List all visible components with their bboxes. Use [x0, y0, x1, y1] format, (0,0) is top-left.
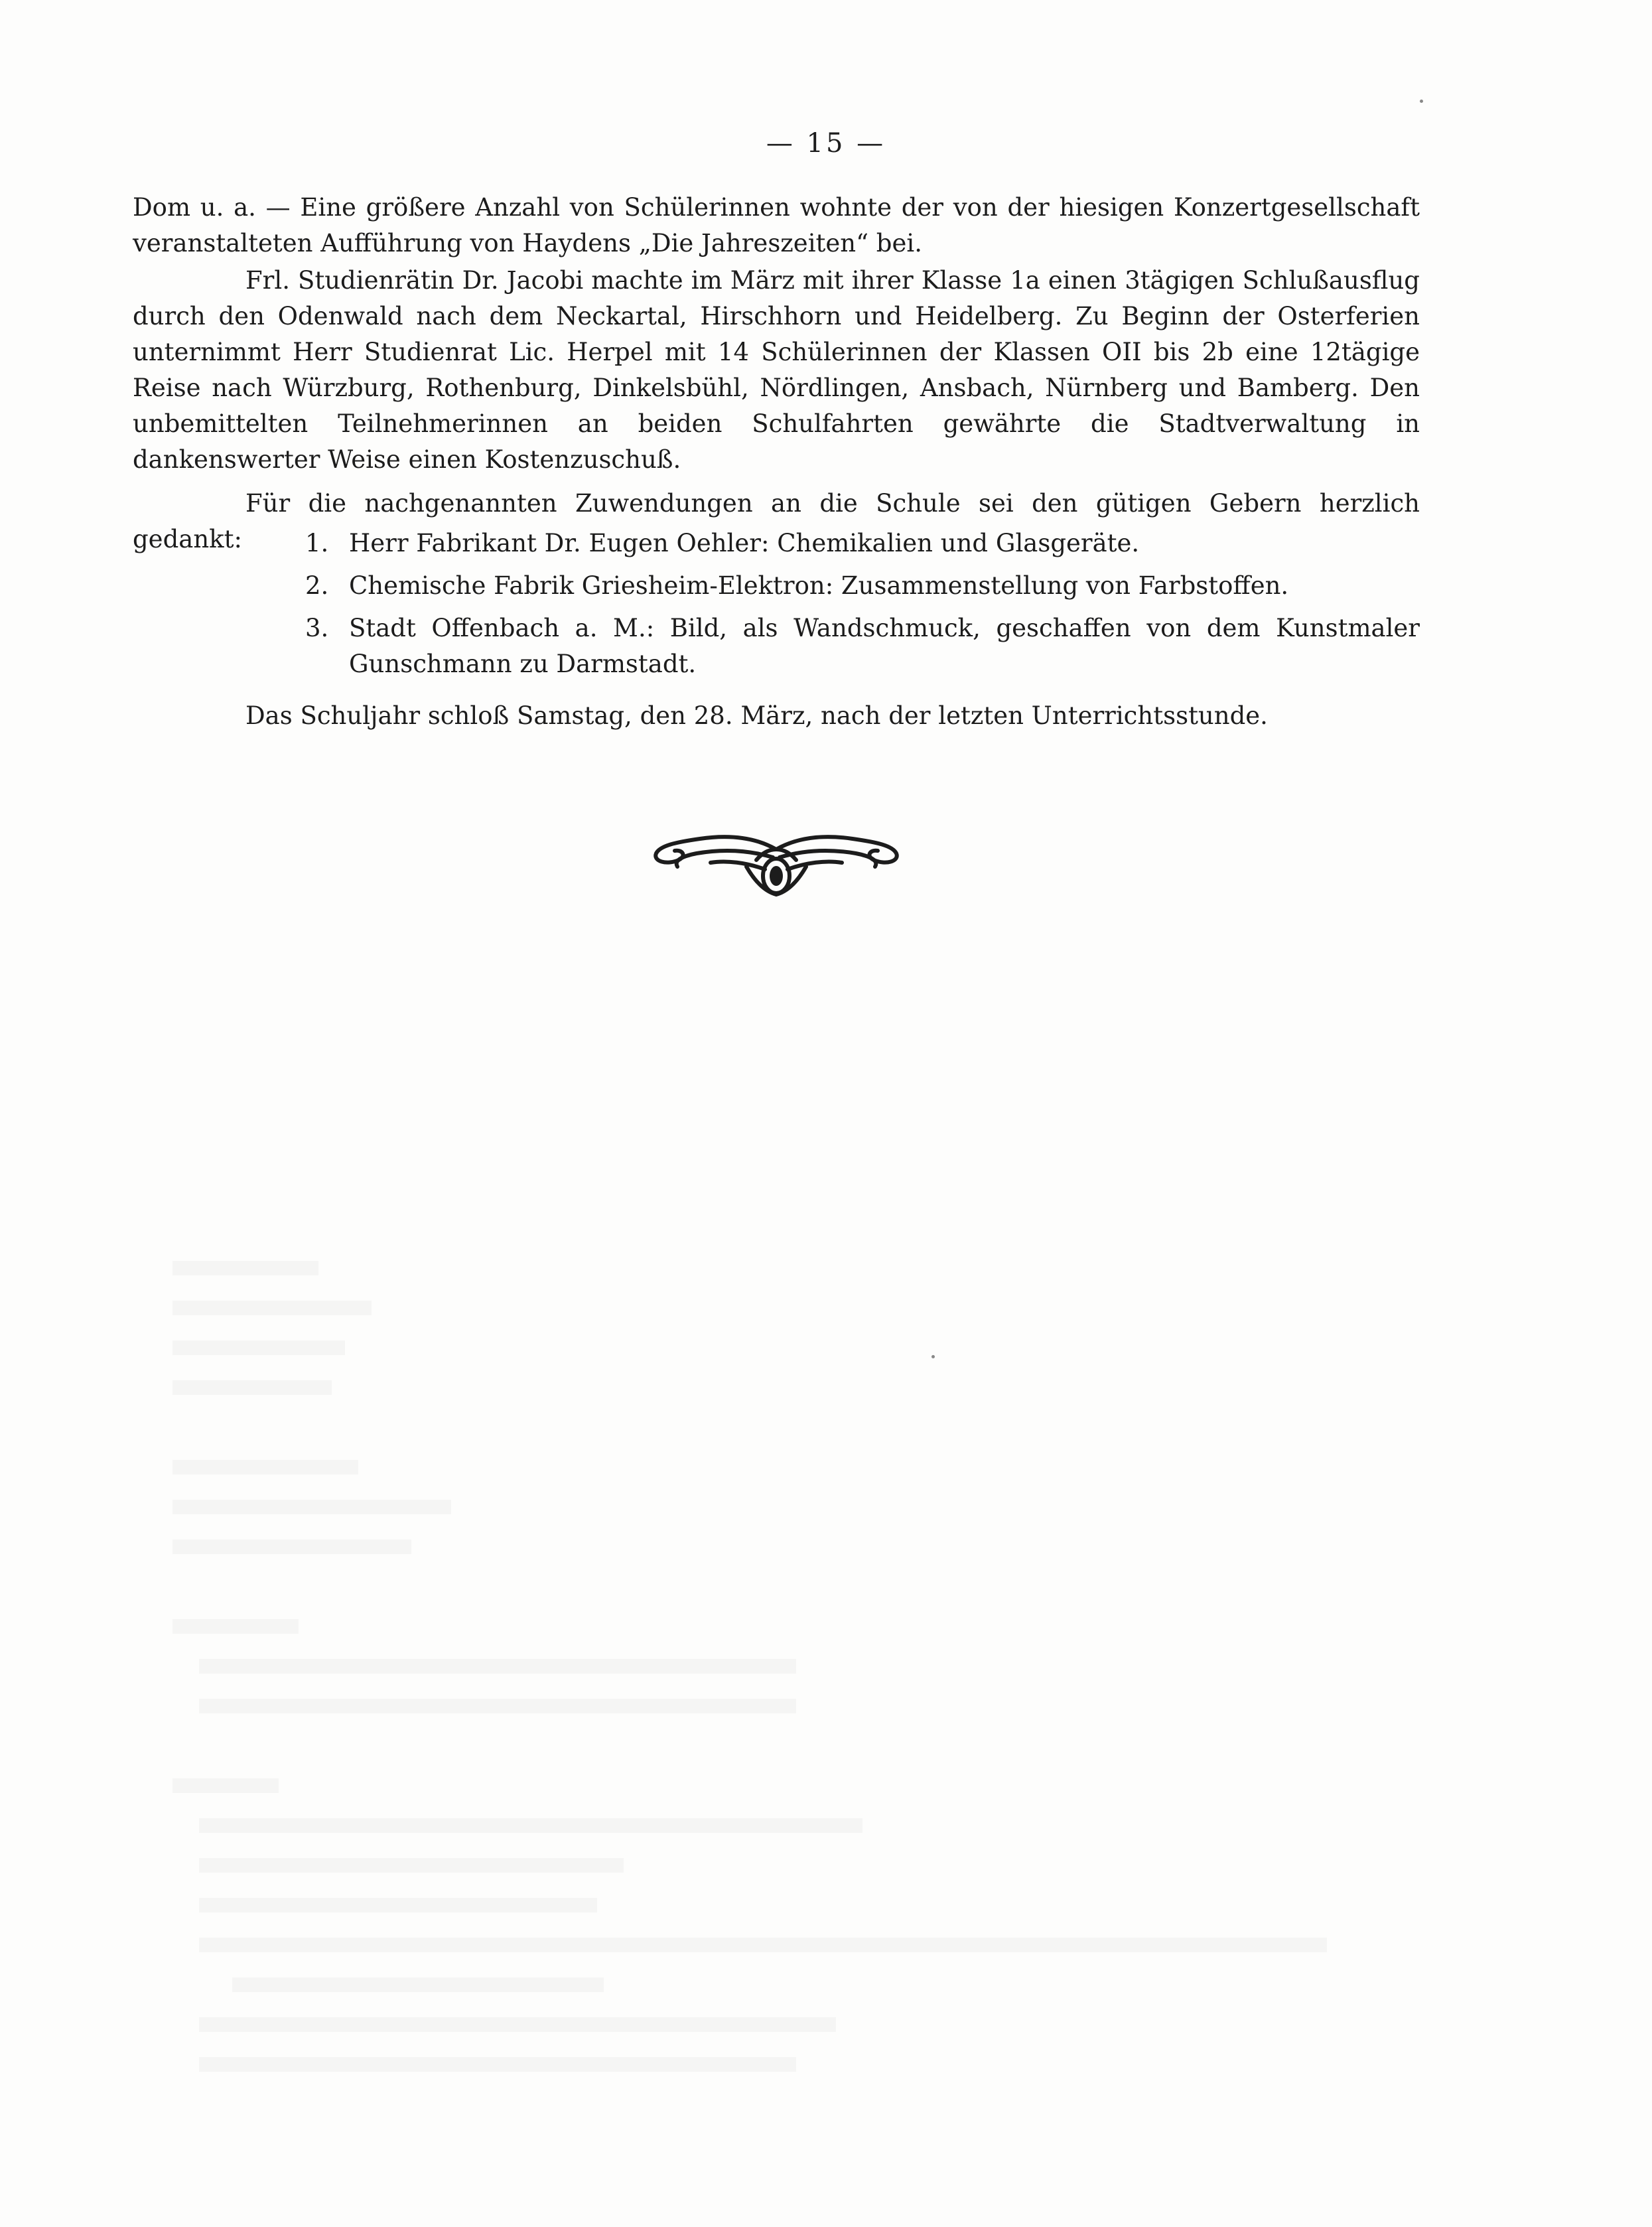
donation-number: 1.: [305, 529, 329, 557]
paragraph-school-year-end: Das Schuljahr schloß Samstag, den 28. März, nach der letzten Unterrichtsstunde.: [245, 701, 1268, 730]
donation-number: 2.: [305, 571, 329, 600]
donation-item: [305, 568, 1420, 604]
donation-item: [305, 611, 1420, 682]
donations-list: [305, 526, 1420, 689]
paragraph-excursions: Frl. Studienrätin Dr. Jacobi machte im März mit ihrer Klasse 1a einen 3tägigen Schlußausflug durch den Odenwald nach dem Neckartal, Hirschhorn und Heidelberg. Zu Beginn der Osterferien unternimmt Herr Studienrat Lic. Herpel mit 14 Schülerinnen der Klassen OII bis 2b eine 12tägige Reise nach Würzburg, Rothenburg, Dinkelsbühl, Nördlingen, Ansbach, Nürnberg und Bamberg. Den unbemittelten Teilnehmerinnen an beiden Schulfahrten gewährte die Stadtverwaltung in dankenswerter Weise einen Kostenzuschuß.: [133, 266, 1420, 474]
donation-text: Chemische Fabrik Griesheim-Elektron: Zusammenstellung von Farbstoffen.: [349, 571, 1289, 600]
donation-number: 3.: [305, 614, 329, 642]
show-through-texture: [172, 1261, 1367, 2090]
paper-speck: [931, 1355, 935, 1358]
donation-text: Stadt Offenbach a. M.: Bild, als Wandschmuck, geschaffen von dem Kunstmaler Gunschmann zu Darmstadt.: [349, 614, 1420, 678]
donation-text: Herr Fabrikant Dr. Eugen Oehler: Chemikalien und Glasgeräte.: [349, 529, 1140, 557]
paragraph-thanks: Für die nachgenannten Zuwendungen an die Schule sei den gütigen Gebern herzlich gedankt:: [133, 489, 1420, 553]
donation-item: [305, 526, 1420, 561]
decorative-scroll-ornament-icon: [647, 823, 906, 909]
paragraph-concert: Dom u. a. — Eine größere Anzahl von Schülerinnen wohnte der von der hiesigen Konzertgesellschaft veranstalteten Aufführung von Haydens „Die Jahreszeiten“ bei.: [133, 193, 1420, 257]
paper-speck: [1420, 100, 1423, 103]
page-number: — 15 —: [766, 128, 886, 159]
